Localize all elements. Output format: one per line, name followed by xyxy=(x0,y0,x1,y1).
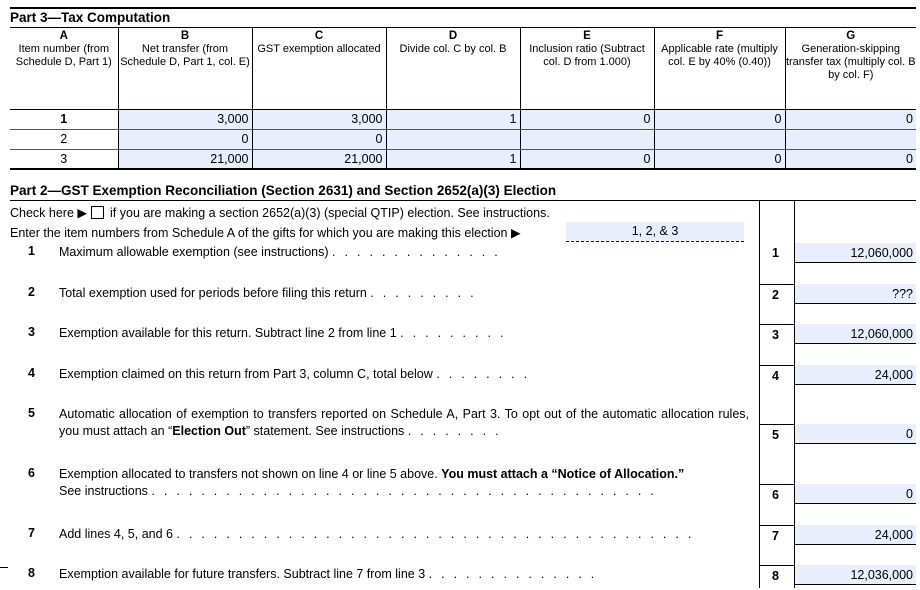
line-5-amount[interactable]: 0 xyxy=(795,424,916,444)
line-number: 5 xyxy=(28,406,35,420)
line-4-amount[interactable]: 24,000 xyxy=(795,365,916,385)
enter-items-label: Enter the item numbers from Schedule A of the gifts for which you are making this election ▶ xyxy=(10,226,521,240)
net-transfer-cell[interactable]: 3,000 xyxy=(118,109,252,129)
qtip-election-checkbox[interactable] xyxy=(91,206,104,219)
net-transfer-cell[interactable]: 0 xyxy=(118,129,252,149)
item-number-cell: 3 xyxy=(10,149,118,169)
line-box-number: 5 xyxy=(759,424,795,444)
col-header-f: F Applicable rate (multiply col. E by 40% (0.40)) xyxy=(654,27,785,109)
line-box-number: 7 xyxy=(759,525,795,545)
margin-tick xyxy=(0,567,8,568)
line-2-amount[interactable]: ??? xyxy=(795,284,916,304)
table-header-row xyxy=(10,27,916,109)
line-number: 2 xyxy=(28,285,35,299)
line-box-number: 2 xyxy=(759,284,795,304)
applicable-rate-cell[interactable]: 0 xyxy=(654,109,785,129)
col-header-d: D Divide col. C by col. B xyxy=(386,27,520,109)
line-number: 4 xyxy=(28,366,35,380)
applicable-rate-cell[interactable]: 0 xyxy=(654,149,785,169)
line-number: 1 xyxy=(28,244,35,258)
item-number-cell: 2 xyxy=(10,129,118,149)
part3-title: Part 3—Tax Computation xyxy=(10,10,171,25)
col-header-b: B Net transfer (from Schedule D, Part 1, col. E) xyxy=(118,27,252,109)
col-header-a: A Item number (from Schedule D, Part 1) xyxy=(10,27,118,109)
gst-tax-cell[interactable]: 0 xyxy=(785,149,916,169)
line-number: 8 xyxy=(28,566,35,580)
gst-tax-cell[interactable]: 0 xyxy=(785,109,916,129)
check-prefix: Check here ▶ xyxy=(10,206,88,220)
check-suffix: if you are making a section 2652(a)(3) (special QTIP) election. See instructions. xyxy=(110,206,550,220)
line-box-number: 1 xyxy=(772,246,779,260)
gst-exemption-cell[interactable]: 3,000 xyxy=(252,109,386,129)
line-number: 6 xyxy=(28,466,35,480)
net-transfer-cell[interactable]: 21,000 xyxy=(118,149,252,169)
line-6-amount[interactable]: 0 xyxy=(795,484,916,504)
gst-exemption-cell[interactable]: 0 xyxy=(252,129,386,149)
line-text: Exemption available for this return. Subtract line 2 from line 1 ......... xyxy=(59,326,513,340)
table-row xyxy=(10,109,916,129)
line-box-number: 4 xyxy=(759,365,795,385)
line-8-amount[interactable]: 12,036,000 xyxy=(795,565,916,585)
line-1-amount[interactable]: 12,060,000 xyxy=(795,243,916,263)
line-text: Total exemption used for periods before filing this return ......... xyxy=(59,286,483,300)
gst-exemption-cell[interactable]: 21,000 xyxy=(252,149,386,169)
divide-cell[interactable] xyxy=(386,129,520,149)
col-header-e: E Inclusion ratio (Subtract col. D from 1.000) xyxy=(520,27,654,109)
qtip-election-line xyxy=(10,205,550,220)
election-items-field[interactable]: 1, 2, & 3 xyxy=(566,222,744,242)
line-text: Automatic allocation of exemption to transfers reported on Schedule A, Part 3. To opt out of the automatic allocation rules, you must attach an “Election Out” statement. See instructions ........ xyxy=(59,407,749,438)
gst-tax-cell[interactable] xyxy=(785,129,916,149)
line-text: Exemption allocated to transfers not shown on line 4 or line 5 above. You must attach a “Notice of Allocation.” See instructions ......................................... xyxy=(59,467,685,498)
line-number: 7 xyxy=(28,526,35,540)
top-rule xyxy=(10,7,916,9)
inclusion-ratio-cell[interactable]: 0 xyxy=(520,109,654,129)
line-text: Maximum allowable exemption (see instructions) .............. xyxy=(59,245,507,259)
col-header-c: C GST exemption allocated xyxy=(252,27,386,109)
tax-computation-table xyxy=(10,27,916,170)
inclusion-ratio-cell[interactable]: 0 xyxy=(520,149,654,169)
inclusion-ratio-cell[interactable] xyxy=(520,129,654,149)
part2-title: Part 2—GST Exemption Reconciliation (Section 2631) and Section 2652(a)(3) Election xyxy=(10,183,557,198)
line-text: Exemption available for future transfers. Subtract line 7 from line 3 .............. xyxy=(59,567,604,581)
line-box-number: 3 xyxy=(759,324,795,344)
line-number: 3 xyxy=(28,325,35,339)
item-number-cell: 1 xyxy=(10,109,118,129)
table-row xyxy=(10,149,916,169)
divide-cell[interactable]: 1 xyxy=(386,149,520,169)
line-text: Exemption claimed on this return from Part 3, column C, total below ........ xyxy=(59,367,537,381)
line-text: Add lines 4, 5, and 6 .......................................... xyxy=(59,527,701,541)
table-row xyxy=(10,129,916,149)
col-header-g: G Generation-skipping transfer tax (multiply col. B by col. F) xyxy=(785,27,916,109)
line-7-amount[interactable]: 24,000 xyxy=(795,525,916,545)
applicable-rate-cell[interactable] xyxy=(654,129,785,149)
line-box-number: 6 xyxy=(759,484,795,504)
line-3-amount[interactable]: 12,060,000 xyxy=(795,324,916,344)
line-box-number: 8 xyxy=(759,565,795,585)
divide-cell[interactable]: 1 xyxy=(386,109,520,129)
